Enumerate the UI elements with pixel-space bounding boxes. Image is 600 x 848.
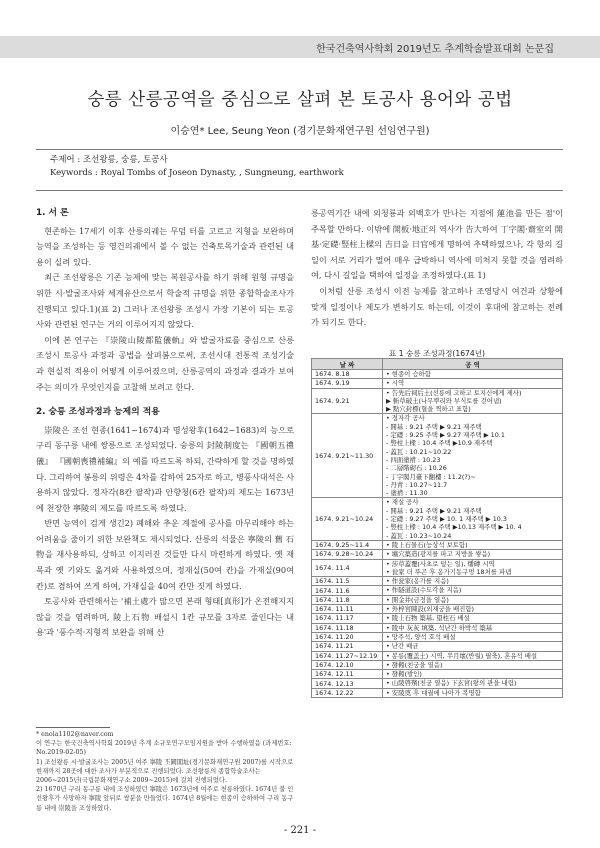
row-date: 1674. 8.18 [312,370,383,379]
table-row [312,660,563,669]
work-item: • 瓮家 더 뚜곤 후 옹가기동구멍 18처를 파냄 [386,567,512,576]
row-date: 1674. 12.22 [312,688,383,697]
row-date: 1674. 11.8 [312,595,383,604]
table-row [312,540,563,549]
work-item: • 망주석, 양석 호석 배설 [386,632,456,641]
row-work [383,586,563,595]
paragraph: 토공사와 관련해서는 '補土處가 많으면 본래 형태[真形]가 온전해지지 않을 것을 염려하며, 陵上石物 배설시 1칸 규모를 3자로 줄인다는 내용'과 '풍수적·지형적 보완을 위해 산 [36,596,294,638]
row-work [383,498,563,540]
section-1-heading: 1. 서 론 [36,208,69,218]
work-item: • 정자각 공사 [386,414,425,423]
row-date: 1674. 9.19 [312,379,383,388]
work-item: - 竪柱上樑 : 10.4 주택 ▶10.13 재주택 ▶ 10. 4 [386,523,522,532]
work-item: • 開金井(금정을 열음) [386,595,449,604]
row-work [383,679,563,688]
footnote-email: * enola1102@naver.com [36,731,114,738]
work-item: • 난간 배균 [386,642,419,651]
work-item: • 告先后祠后土(선릉에 고하고 토지신에게 제사) [386,388,522,397]
row-date: 1674. 11.4 [312,559,383,577]
row-date: 1674. 9.21 [312,388,383,414]
row-work [383,577,563,586]
footnote-rule [36,727,110,728]
work-item: - 四面塗褙 : 10.23 [386,455,441,464]
work-item: • 현종이 승하함 [386,370,431,378]
paragraph: 崇陵은 조선 현종(1641~1674)과 명성왕후(1642~1683)의 능으로 구리 동구릉 내에 쌍릉으로 조성되었다. 숭릉의 封陵制度는 『國朝五禮儀』 『國朝喪禮補編』의 예를 따르도록 하되, 간략하게 할 것을 명하였다. 그리하여 봉릉의 위령은 4차를 감하여 25자로 하고, 병풍사대석은 사용하지 않았다. 정자각(8칸 팔작)과 안향청(6칸 팔작)의 제도는 1673년에 천장한 寧陵의 제도를 따르도록 하였다. [36,424,294,513]
work-item: • 봉릉(覆盖土) 시역, 半月壞(반월) 필축), 혼유석 배설 [386,651,538,660]
table-row [312,370,563,379]
work-item: • 作瓮家(옹가를 지음) [386,577,449,586]
row-work [383,623,563,632]
table-row [312,614,563,623]
row-date: 1674. 12.13 [312,679,383,688]
header-work: 공 역 [383,359,563,370]
row-work [383,670,563,679]
table-row [312,688,563,697]
author-line: 이승연* Lee, Seung Yeon (경기문화재연구원 선임연구원) [170,126,430,137]
construction-table [311,358,563,698]
row-date: 1674. 11.20 [312,632,383,641]
row-work [383,660,563,669]
work-item: • 發靷(친궁을 열음) [386,660,443,669]
row-date: 1674. 11.6 [312,586,383,595]
section-2-heading: 2. 숭릉 조성과정과 능제의 적용 [36,407,160,418]
row-date: 1674. 9.28~10.24 [312,550,383,559]
work-item: • 作隧道設(수도각을 지음) [386,586,462,595]
table-row [312,414,563,498]
row-work [383,550,563,559]
work-item: - 定礎 : 9.25 주택 ▶ 9.27 재주택 ▶ 10.1 [386,431,505,440]
paper-title: 숭릉 산릉공역을 중심으로 살펴 본 토공사 용어와 공법 [87,90,513,110]
table-row [312,379,563,388]
row-work [383,388,563,414]
row-date: 1674. 11.21 [312,642,383,651]
row-work [383,688,563,697]
table-row [312,632,563,641]
work-item: - 丹青 : 10.27~11.7 [386,480,448,489]
row-work [383,414,563,498]
table-row [312,642,563,651]
work-item: - 竪柱上樑 : 10.4 주택 ▶10.9 재주택 [386,439,493,448]
work-item: • 山陵啓殯(친궁 열음) 下玄宮(왕의 관을 내림) [386,679,517,688]
table-row [312,605,563,614]
row-date: 1674. 12.11 [312,670,383,679]
table-row [312,651,563,660]
table-row [312,679,563,688]
work-item: - 丁字閣月臺下翻樓 : 11.2(?)~ [386,472,476,481]
row-work [383,614,563,623]
work-item: • 外梓宮陳設(외재궁을 배진함) [386,605,474,614]
work-item: • 莎草蓋覆(사초로 덮는 일), 燔磚 시역 [386,559,495,568]
work-item: - 開基 : 9.21 주택 ▶ 9.21 재주택 [386,506,482,515]
row-work [383,642,563,651]
work-item: • 陵上石물石(능상석 보토함) [386,540,468,549]
row-work [383,540,563,549]
work-item: • 壙穴築造(광지를 파고 지방을 쌓음) [386,550,491,559]
table-row [312,623,563,632]
row-date: 1674. 12.10 [312,660,383,669]
work-item: - 定礎 : 9.27 주택 ▶ 10. 1 재주택 ▶ 10.3 [386,515,507,524]
row-work [383,379,563,388]
right-column [311,206,563,331]
table-body [312,370,563,698]
work-item: - 塗褙 : 11.30 [386,489,428,498]
row-work [383,651,563,660]
row-date: 1674. 9.25~11.4 [312,540,383,549]
paragraph: 현존하는 17세기 이후 산릉의궤는 무덤 터를 고르고 지형을 보완하며 능역을 조성하는 등 영건의궤에서 볼 수 없는 건축토목기술과 관련된 내용이 실려 있다. [36,225,294,267]
paragraph: 이처럼 산릉 조성시 이전 능제를 참고하나 조영당시 여건과 상황에 맞게 일정이나 제도가 변하기도 하는데, 이것이 후대에 참고하는 전례가 되기도 한다. [311,285,563,328]
table-row [312,550,563,559]
footnote-1: 1) 조선왕릉 시·발굴조사는 2005년 여주 寧陵 丕闕閣址(경기문화재연구원 2007)를 시작으로 현재까지 28곳에 대한 조사가 부분적으로 진행되었다. 조선왕릉의 종합학술조사는 2006~2015년(국립문화재연구소 2009~2015)에 걸쳐 진행되었다. [36,758,294,785]
work-item: • 재실 공사 [386,498,419,507]
row-work [383,559,563,577]
row-date: 1674. 11.5 [312,577,383,586]
table-row [312,577,563,586]
table-row [312,670,563,679]
work-item: ▶ 斬草破土(나무뿌리와 부식토를 걷어냄) [386,396,502,405]
work-item: • 安陵奠 후 대궐에 나아가 복명함 [386,688,481,697]
table-row [312,388,563,414]
work-item: - 蓋瓦 : 10.23~10.24 [386,531,452,540]
row-date: 1674. 11.11 [312,605,383,614]
keywords-korean: 주제어 : 조선왕릉, 숭릉, 토공사 [50,155,168,165]
row-date: 1674. 11.17 [312,614,383,623]
work-item: • 시역 [386,379,405,388]
left-column [36,206,294,641]
row-date: 1674. 9.21~10.24 [312,498,383,540]
paragraph: 반면 능역이 검게 생긴2) 폐해와 추운 계절에 공사를 마무리해야 하는 어려움을 줄이기 위한 보완책도 제시되었다. 산릉의 석물은 寧陵의 舊 石物을 재사용하되, 상하고 이지러진 것들만 다시 마련하게 하였다. 옛 재목과 옛 기와도 옮겨와 사용하였으며, 정재실(50여 칸)을 가재실(90여 칸)로 겸하여 쓰게 하여, 가재실을 40여 칸만 짓게 하였다. [36,518,294,591]
table-row [312,498,563,540]
work-item: • 發靷(발인) [386,670,422,679]
header-date: 날 짜 [312,359,383,370]
paragraph: 최근 조선왕릉은 기존 능제에 맞는 복원공사를 하기 위해 원형 규명을 위한 시·발굴조사와 세계유산으로서 학술적 규명을 위한 종합학술조사가 진행되고 있다.1)(표 2) 그러나 조선왕릉 조성시 가장 기본이 되는 토공사와 관련된 연구는 거의 이루어지지 않았다. [36,272,294,330]
footnote-2: 2) 1670년 구리 동구릉 내에 조성하였던 寧陵은 1673년에 여주로 천릉하였다. 1674년 불 인선왕후가 사망하자 寧陵 앞뒤로 쌍분을 만들었다. 1674년 8월에는 현종이 승하하여 구리 동구릉 내에 崇陵을 조성하였다. [36,786,294,812]
work-item: ▶ 點穴封標(혈을 찍하고 표함) [386,405,471,414]
row-date: 1674. 11.27~12.19 [312,651,383,660]
keywords-english: Keywords : Royal Tombs of Joseon Dynasty, , Sungneung, earthwork [50,168,344,178]
row-work [383,632,563,641]
paragraph: 릉공역기간 내에 외청룡과 외백호가 만나는 지점에 蓮池를 만든 점'이 주목할 만하다. 이밖에 開板·地正의 역사가 告大하여 丁字閣·齋室의 開基·定礎·竪柱上樑의 吉日을 日官에게 명하여 추택하였으나, 각 항의 길일이 서로 거리가 멀어 매우 급박하니 역사에 미처지 못할 것을 염려하여, 다시 길일을 택하여 일정을 조정하였다.(표 1) [311,208,563,281]
page-number: - 221 - [283,825,317,836]
table-row [312,595,563,604]
paragraph: 이에 본 연구는 『崇陵山陵都監儀軌』와 발굴자료를 중심으로 산릉 조성시 토공사 과정과 공법을 살펴봄으로써, 조선시대 전통적 조성기술과 현실적 적용이 어떻게 이루어졌으며, 산릉공역의 과정과 결과가 보여주는 의미가 무엇인지를 고찰해 보려고 한다. [36,334,294,392]
table-header-row [312,359,563,370]
footnote-acknowledgement: 이 연구는 한국건축역사학회 2019년 추계 소규모연구모임지원을 받아 수행하였음 (과제번호: No.2019-02-05) [36,740,292,757]
table-row [312,586,563,595]
row-work [383,595,563,604]
table-row [312,559,563,577]
row-date: 1674. 11.18 [312,623,383,632]
work-item: • 陵中 灰灰 填築, 석난간 하박석 築基 [386,623,493,632]
work-item: • 陵上石物 築基, 望柱石 배설 [386,614,470,623]
footnotes [36,730,294,813]
work-item: - 二層階砌石 : 10.26 [386,464,447,473]
work-item: - 蓋瓦 : 10.21~10.22 [386,447,452,456]
journal-header: 한국건축역사학회 2019년도 추계학술발표대회 논문집 [316,44,554,55]
row-work [383,370,563,379]
row-work [383,605,563,614]
row-date: 1674. 9.21~11.30 [312,414,383,498]
work-item: - 開基 : 9.21 주택 ▶ 9.21 재주택 [386,422,482,431]
table-caption: 표 1 숭릉 조성과정(1674년) [388,349,485,358]
